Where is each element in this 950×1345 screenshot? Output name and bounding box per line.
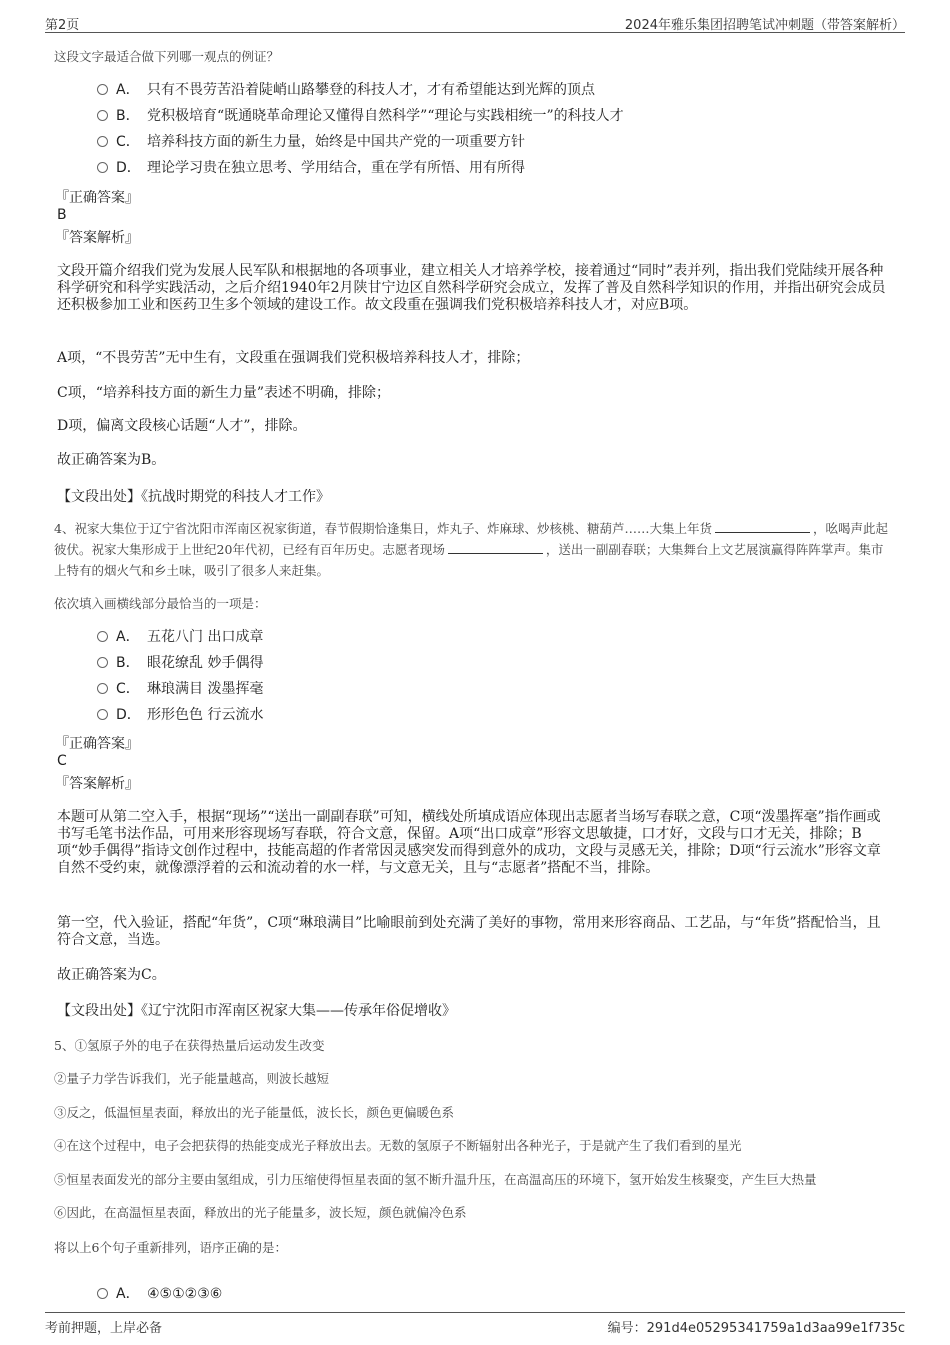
q3-analysis-label: 『答案解析』 bbox=[55, 230, 139, 246]
blank-1 bbox=[715, 520, 810, 533]
q3-conclusion: 故正确答案为B。 bbox=[57, 452, 166, 468]
q4-stem-part: ，吆喝声此起彼伏。祝家大集形成于上世纪20年代初，已经有百年历史。志愿者现场 bbox=[54, 521, 888, 557]
q3-option-b[interactable] bbox=[97, 106, 624, 126]
option-text: 五花八门 出口成章 bbox=[147, 629, 264, 645]
option-text: ④⑤①②③⑥ bbox=[147, 1286, 223, 1302]
option-text: 眼花缭乱 妙手偶得 bbox=[147, 655, 264, 671]
q3-analysis-paragraph: D项，偏离文段核心话题“人才”，排除。 bbox=[57, 418, 307, 434]
q4-analysis-label: 『答案解析』 bbox=[55, 776, 139, 792]
option-letter: B． bbox=[116, 655, 140, 671]
q3-source: 【文段出处】《抗战时期党的科技人才工作》 bbox=[57, 489, 330, 505]
q4-option-c[interactable] bbox=[97, 679, 263, 699]
radio-button[interactable] bbox=[97, 1288, 108, 1299]
option-letter: A． bbox=[116, 1286, 140, 1302]
radio-button[interactable] bbox=[97, 162, 108, 173]
option-text: 党积极培育“既通晓革命理论又懂得自然科学”“理论与实践相统一”的科技人才 bbox=[147, 108, 624, 124]
page-footer bbox=[45, 1312, 905, 1337]
q4-stem bbox=[54, 518, 894, 581]
page-header bbox=[45, 10, 905, 33]
option-letter: C． bbox=[116, 134, 140, 150]
radio-button[interactable] bbox=[97, 136, 108, 147]
q3-analysis-paragraph: A项，“不畏劳苦”无中生有，文段重在强调我们党积极培养科技人才，排除； bbox=[57, 350, 530, 366]
q5-sentence: ④在这个过程中，电子会把获得的热能变成光子释放出去。无数的氢原子不断辐射出各种光子，于是就产生了我们看到的星光 bbox=[54, 1138, 742, 1153]
q3-analysis-paragraph: 文段开篇介绍我们党为发展人民军队和根据地的各项事业，建立相关人才培养学校，接着通过“同时”表并列，指出我们党陆续开展各种科学研究和科学实践活动，之后介绍1940年2月陕甘宁边区自然科学研究会成立，发挥了普及自然科学知识的作用，并指出研究会成员还积极参加工业和医药卫生多个领域的建设工作。故文段重在强调我们党积极培养科技人才，对应B项。 bbox=[57, 263, 886, 313]
option-text: 理论学习贵在独立思考、学用结合，重在学有所悟、用有所得 bbox=[147, 160, 525, 176]
q4-option-b[interactable] bbox=[97, 653, 263, 673]
document-title: 2024年雅乐集团招聘笔试冲刺题（带答案解析） bbox=[624, 18, 905, 33]
q3-answer: B bbox=[57, 207, 67, 223]
q4-option-a[interactable] bbox=[97, 627, 263, 647]
q4-analysis-paragraph: 第一空，代入验证，搭配“年货”，C项“琳琅满目”比喻眼前到处充满了美好的事物，常用来形容商品、工艺品，与“年货”搭配恰当，且符合文意，当选。 bbox=[57, 915, 881, 948]
q4-answer-label: 『正确答案』 bbox=[55, 736, 139, 752]
radio-button[interactable] bbox=[97, 657, 108, 668]
q3-prompt: 这段文字最适合做下列哪一观点的例证？ bbox=[54, 49, 280, 64]
q5-prompt: 将以上6个句子重新排列，语序正确的是： bbox=[54, 1240, 287, 1255]
option-letter: C． bbox=[116, 681, 140, 697]
q3-analysis-paragraph: C项，“培养科技方面的新生力量”表述不明确，排除； bbox=[57, 385, 391, 401]
q3-option-a[interactable] bbox=[97, 80, 595, 100]
document-id-value: 291d4e05295341759a1d3aa99e1f735c bbox=[646, 1321, 905, 1336]
option-letter: B． bbox=[116, 108, 140, 124]
option-letter: D． bbox=[116, 707, 141, 723]
q4-conclusion: 故正确答案为C。 bbox=[57, 967, 166, 983]
q3-answer-label: 『正确答案』 bbox=[55, 190, 139, 206]
q4-option-d[interactable] bbox=[97, 705, 263, 725]
q5-option-a[interactable] bbox=[97, 1284, 222, 1304]
footer-slogan: 考前押题，上岸必备 bbox=[45, 1321, 163, 1336]
radio-button[interactable] bbox=[97, 631, 108, 642]
q5-sentence: ⑤恒星表面发光的部分主要由氢组成，引力压缩使得恒星表面的氢不断升温升压，在高温高压的环境下，氢开始发生核聚变，产生巨大热量 bbox=[54, 1172, 817, 1187]
q5-sentence: 5、①氢原子外的电子在获得热量后运动发生改变 bbox=[54, 1038, 325, 1053]
radio-button[interactable] bbox=[97, 110, 108, 121]
q5-sentence: ②量子力学告诉我们，光子能量越高，则波长越短 bbox=[54, 1071, 330, 1086]
q4-prompt: 依次填入画横线部分最恰当的一项是： bbox=[54, 596, 267, 611]
blank-2 bbox=[448, 541, 543, 554]
radio-button[interactable] bbox=[97, 84, 108, 95]
option-letter: A． bbox=[116, 82, 140, 98]
option-text: 只有不畏劳苦沿着陡峭山路攀登的科技人才，才有希望能达到光辉的顶点 bbox=[147, 82, 595, 98]
q4-answer: C bbox=[57, 753, 67, 769]
option-letter: D． bbox=[116, 160, 141, 176]
q4-stem-part: 4、祝家大集位于辽宁省沈阳市浑南区祝家街道，春节假期恰逢集日，炸丸子、炸麻球、炒核桃、糖葫芦……大集上年货 bbox=[54, 521, 712, 536]
q4-source: 【文段出处】《辽宁沈阳市浑南区祝家大集——传承年俗促增收》 bbox=[57, 1003, 456, 1019]
document-id bbox=[608, 1317, 905, 1336]
q5-sentence: ⑥因此，在高温恒星表面，释放出的光子能量多，波长短，颜色就偏冷色系 bbox=[54, 1205, 467, 1220]
radio-button[interactable] bbox=[97, 709, 108, 720]
q4-analysis-paragraph: 本题可从第二空入手，根据“现场”“送出一副副春联”可知，横线处所填成语应体现出志愿者当场写春联之意，C项“泼墨挥毫”指作画或书写毛笔书法作品，可用来形容现场写春联，符合文意，保留。A项“出口成章”形容文思敏捷，口才好，文段与口才无关，排除；B项“妙手偶得”指诗文创作过程中，技能高超的作者常因灵感突发而得到意外的成功，文段与灵感无关，排除；D项“行云流水”形容文章自然不受约束，就像漂浮着的云和流动着的水一样，与文意无关，且与“志愿者”搭配不当，排除。 bbox=[57, 809, 881, 876]
radio-button[interactable] bbox=[97, 683, 108, 694]
option-text: 琳琅满目 泼墨挥毫 bbox=[147, 681, 264, 697]
q3-option-d[interactable] bbox=[97, 158, 525, 178]
option-letter: A． bbox=[116, 629, 140, 645]
option-text: 形形色色 行云流水 bbox=[147, 707, 264, 723]
option-text: 培养科技方面的新生力量，始终是中国共产党的一项重要方针 bbox=[147, 134, 525, 150]
q5-sentence: ③反之，低温恒星表面，释放出的光子能量低，波长长，颜色更偏暖色系 bbox=[54, 1105, 455, 1120]
document-id-label: 编号： bbox=[607, 1321, 647, 1336]
q3-option-c[interactable] bbox=[97, 132, 525, 152]
q4-stem-part: ，送出一副副春联；大集舞台上文艺展演赢得阵阵掌声。集市上特有的烟火气和乡土味，吸引了很多人来赶集。 bbox=[54, 542, 884, 578]
page-number: 第2页 bbox=[45, 18, 80, 33]
